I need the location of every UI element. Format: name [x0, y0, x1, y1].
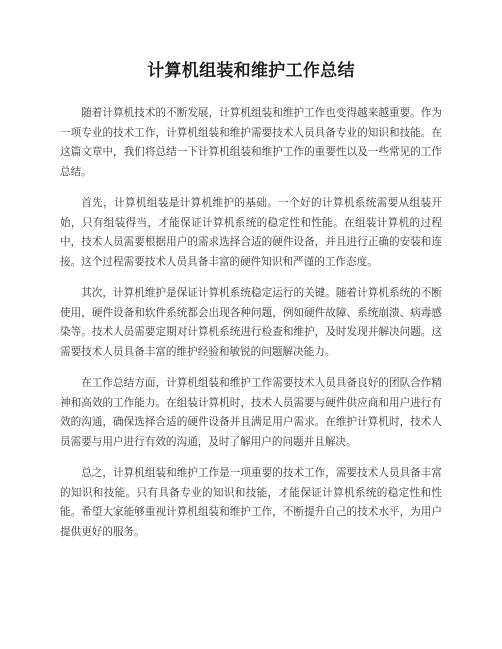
paragraph-maintenance: 其次，计算机维护是保证计算机系统稳定运行的关键。随着计算机系统的不断使用，硬件设备和软件系统都会出现各种问题，例如硬件故障、系统崩溃、病毒感染等。技术人员需要定期对计算机系统进行检查和维护，及时发现并解决问题。这需要技术人员具备丰富的维护经验和敏锐的问题解决能力。: [60, 287, 442, 358]
paragraph-conclusion: 总之，计算机组装和维护工作是一项重要的技术工作，需要技术人员具备丰富的知识和技能。只有具备专业的知识和技能，才能保证计算机系统的稳定性和性能。希望大家能够重视计算机组装和维护工作，不断提升自己的技术水平，为用户提供更好的服务。: [60, 467, 442, 538]
paragraph-intro: 随着计算机技术的不断发展，计算机组装和维护工作也变得越来越重要。作为一项专业的技术工作，计算机组装和维护需要技术人员具备专业的知识和技能。在这篇文章中，我们将总结一下计算机组装和维护工作的重要性以及一些常见的工作总结。: [60, 107, 442, 178]
paragraph-assembly: 首先，计算机组装是计算机维护的基础。一个好的计算机系统需要从组装开始，只有组装得当，才能保证计算机系统的稳定性和性能。在组装计算机的过程中，技术人员需要根据用户的需求选择合适的硬件设备，并且进行正确的安装和连接。这个过程需要技术人员具备丰富的硬件知识和严谨的工作态度。: [60, 197, 442, 268]
paragraph-teamwork: 在工作总结方面，计算机组装和维护工作需要技术人员具备良好的团队合作精神和高效的工作能力。在组装计算机时，技术人员需要与硬件供应商和用户进行有效的沟通，确保选择合适的硬件设备并且满足用户需求。在维护计算机时，技术人员需要与用户进行有效的沟通，及时了解用户的问题并且解决。: [60, 377, 442, 448]
document-title: 计算机组装和维护工作总结: [147, 61, 355, 81]
